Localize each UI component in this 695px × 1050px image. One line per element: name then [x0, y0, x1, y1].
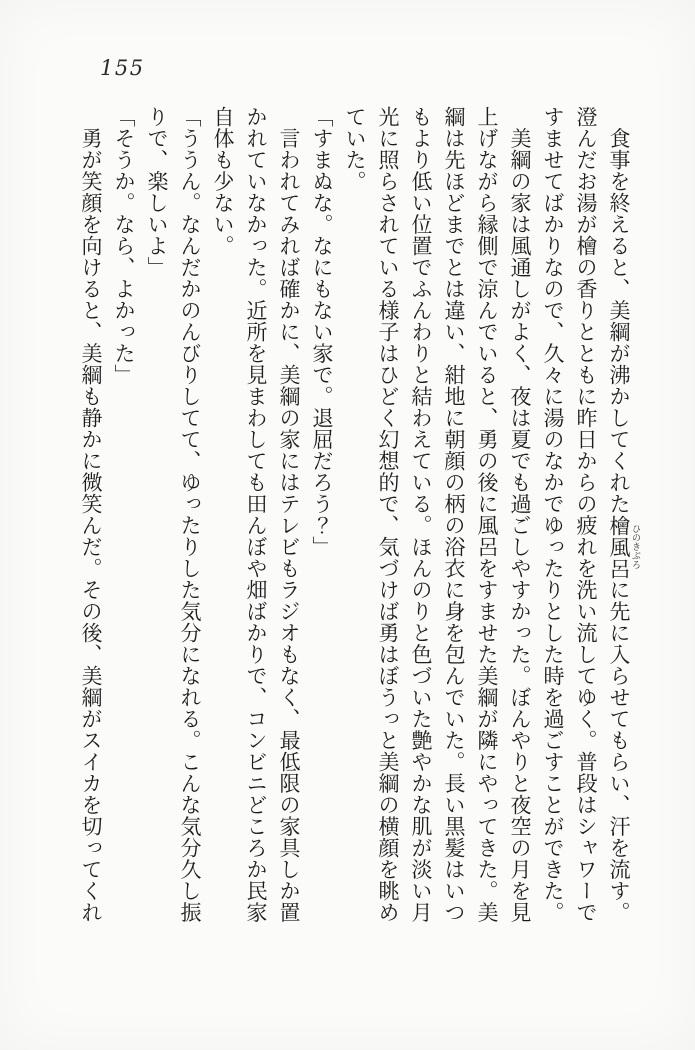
text-line: 「そうか。なら、よかった」: [112, 106, 136, 386]
text-line: すませてばかりなので、久々に湯のなかでゆったりとした時を過ごすことができた。: [541, 106, 565, 923]
text-line: 勇が笑顔を向けると、美綱も静かに微笑んだ。その後、美綱がスイカを切ってくれ: [79, 106, 103, 923]
text-line: 食事を終えると、美綱が沸かしてくれた檜風呂 ひのきぶろに先に入らせてもらい、汗を流す。: [607, 106, 640, 923]
text-line: 自体も少ない。: [211, 106, 235, 257]
text-block: [74, 106, 640, 951]
text-line: 言われてみれば確かに、美綱の家にはテレビもラジオもなく、最低限の家具しか置: [277, 106, 301, 923]
text-line: 光に照らされている様子はひどく幻想的で、気づけば勇はぼうっと美綱の横顔を眺め: [376, 106, 400, 923]
text-line: かれていなかった。近所を見まわしても田んぼや畑ばかりで、コンビニどころか民家: [244, 106, 268, 923]
ruby-word: 檜風呂 ひのきぶろ: [607, 514, 640, 579]
page-number: 155: [100, 56, 145, 80]
text-line: ていた。: [343, 106, 367, 192]
text-line: もより低い位置でふんわりと結わえている。ほんのりと色づいた艶やかな肌が淡い月: [409, 106, 433, 923]
text-line: りで、楽しいよ」: [145, 106, 169, 278]
text-line: 美綱の家は風通しがよく、夜は夏でも過ごしやすかった。ぼんやりと夜空の月を見: [508, 106, 532, 923]
text-line: 綱は先ほどまでとは違い、紺地に朝顔の柄の浴衣に身を包んでいた。長い黒髪はいつ: [442, 106, 466, 923]
text-line: 澄んだお湯が檜の香りとともに昨日からの疲れを洗い流してゆく。普段はシャワーで: [574, 106, 598, 923]
text-line: 「すまぬな。なにもない家で。退屈だろう？」: [310, 106, 334, 558]
text-line: 「ううん。なんだかのんびりしてて、ゆったりした気分になれる。こんな気分久し振: [178, 106, 202, 923]
text-line: 上げながら縁側で涼んでいると、勇の後に風呂をすませた美綱が隣にやってきた。美: [475, 106, 499, 923]
ruby-annotation: ひのきぶろ: [630, 514, 640, 579]
